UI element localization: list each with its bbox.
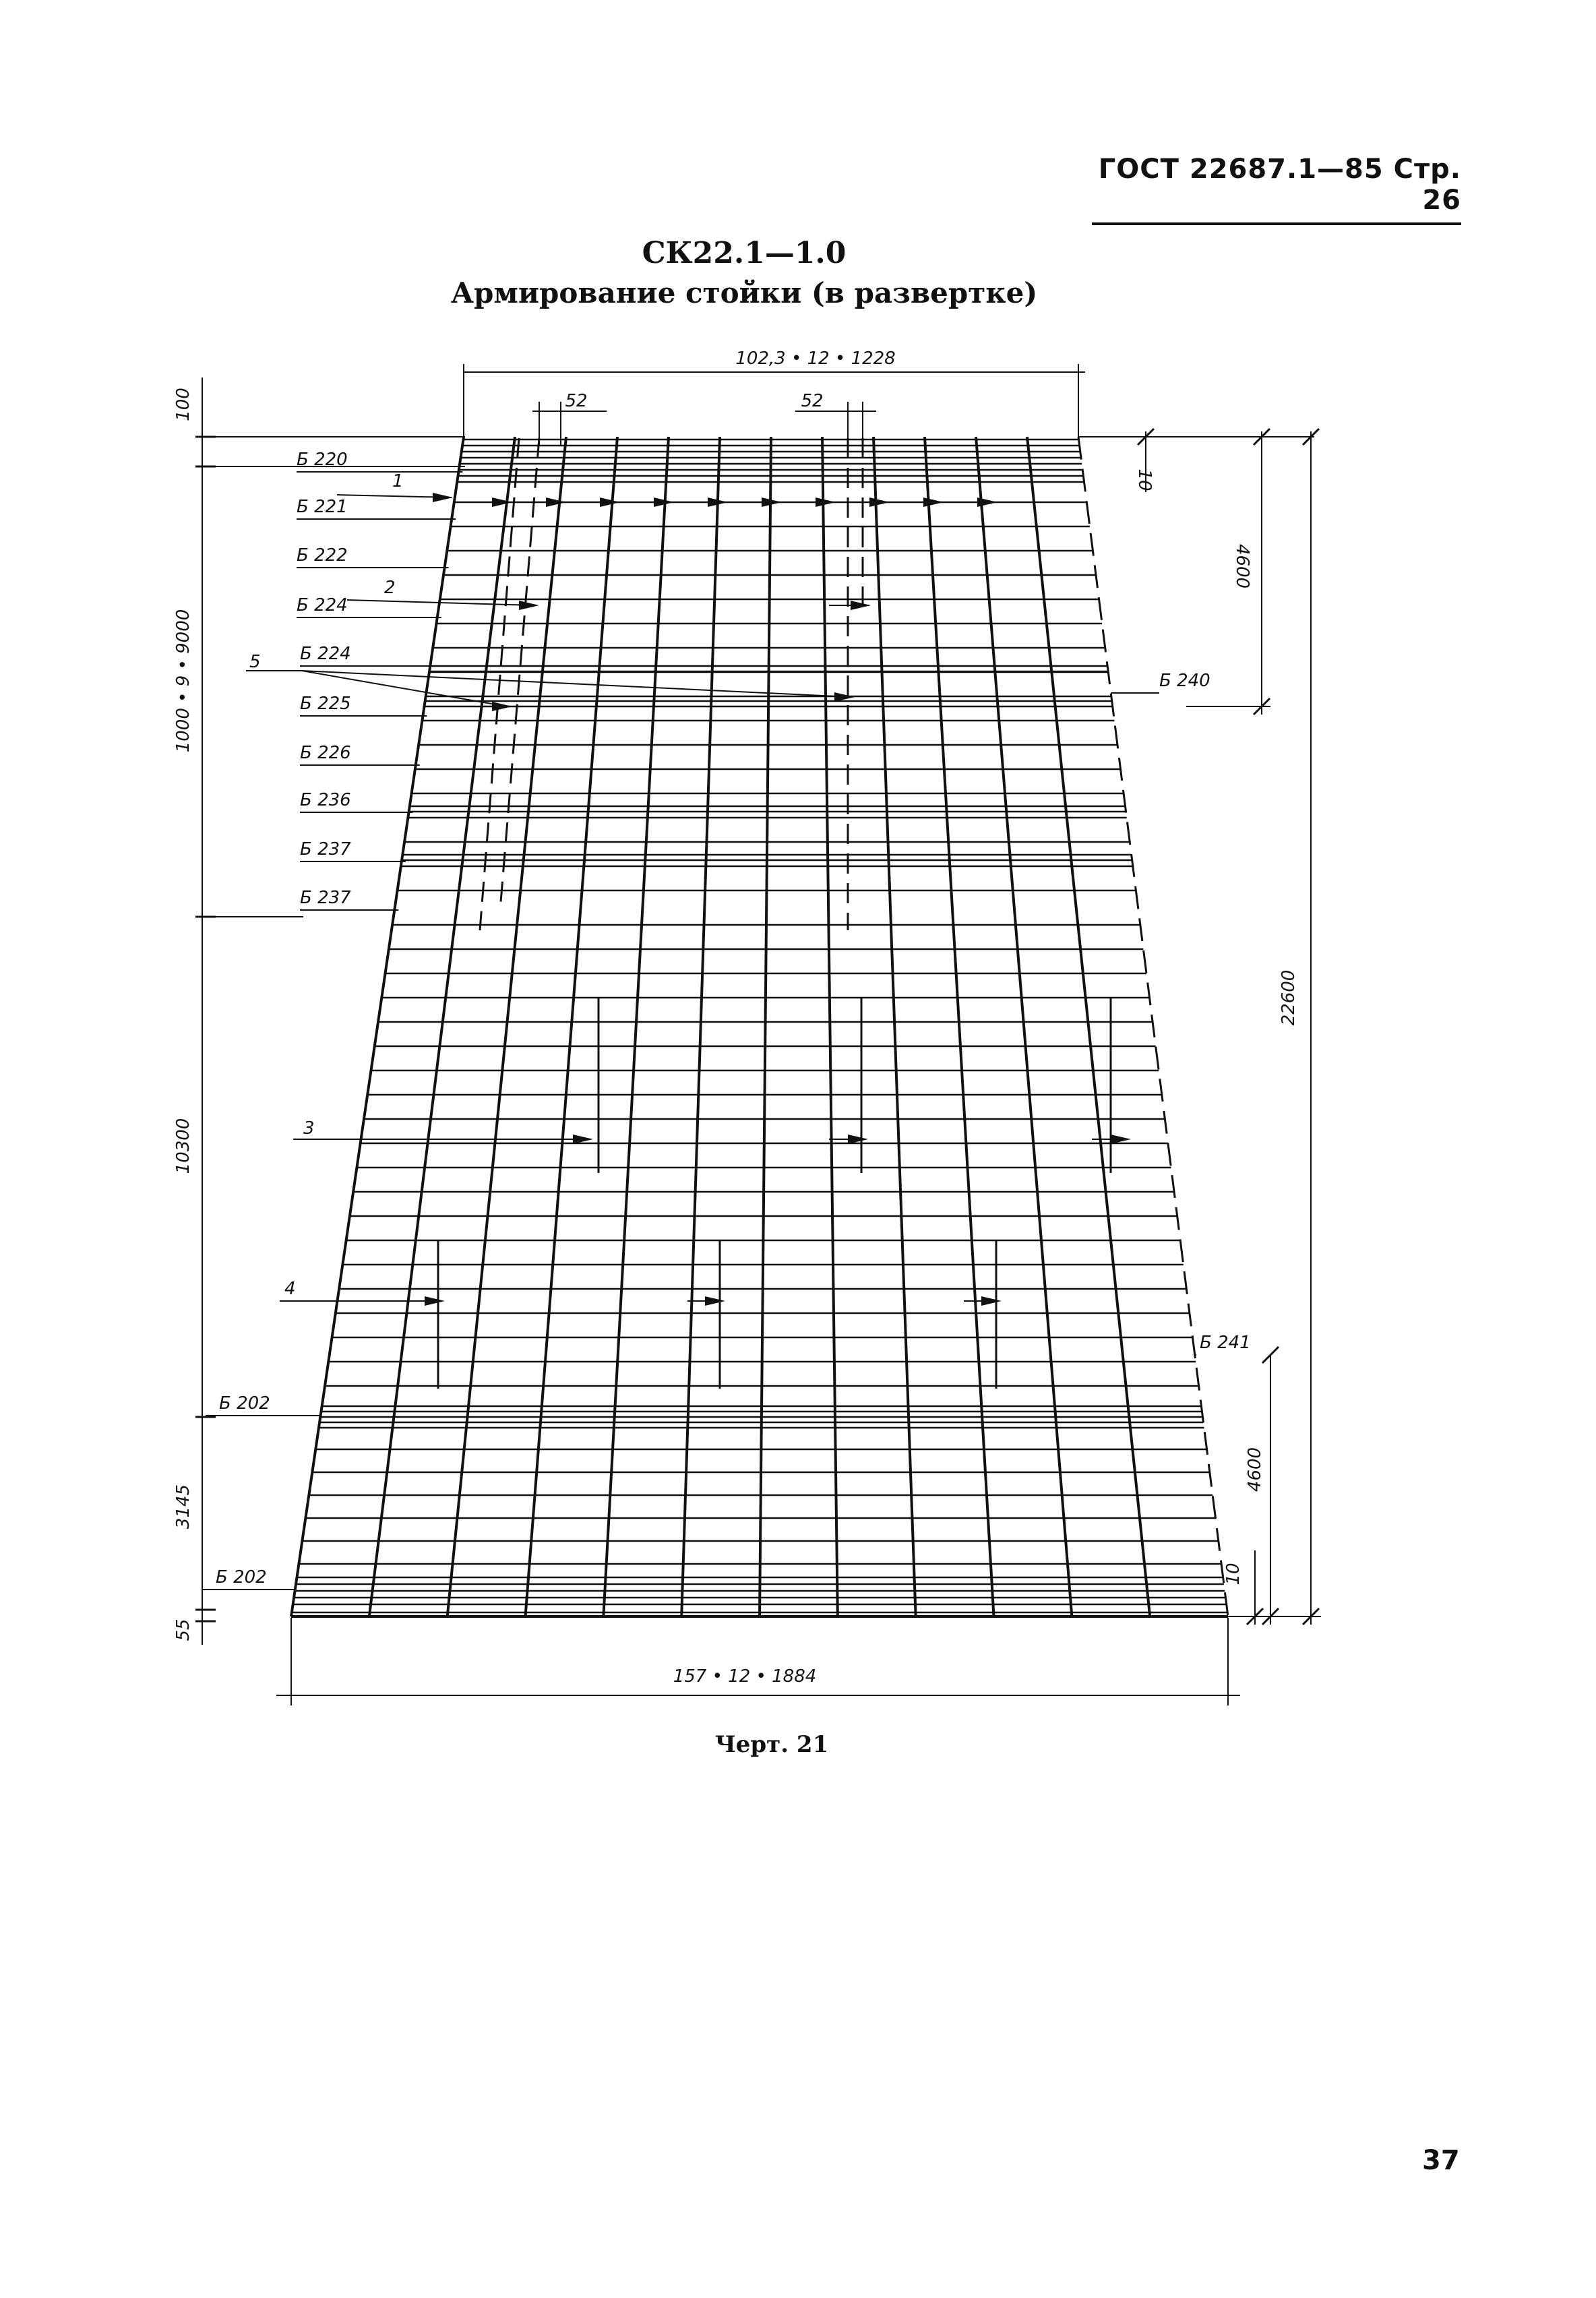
label-b237a: Б 237: [300, 839, 351, 859]
dim-top-width: 102,3 • 12 • 1228: [735, 349, 896, 369]
longitudinal-bar: [448, 437, 566, 1616]
drawing-code: СК22.1—1.0: [642, 236, 847, 270]
label-b224b: Б 224: [300, 644, 351, 664]
longitudinal-bar: [681, 437, 720, 1616]
dim-right-22600: 22600: [1279, 969, 1299, 1026]
position-label-3: 3: [303, 1118, 315, 1139]
arrow-head: [977, 497, 998, 507]
position-label-1: 1: [392, 471, 404, 491]
longitudinal-bar: [976, 437, 1072, 1616]
dim-right-10-top: 10: [1134, 468, 1155, 491]
dim-left-bottom: 55: [173, 1619, 193, 1641]
dim-left-top: 100: [173, 388, 193, 421]
page-number: 37: [1422, 2145, 1460, 2176]
arrow-head: [816, 497, 836, 507]
longitudinal-bar: [603, 437, 669, 1616]
longitudinal-bar: [873, 437, 916, 1616]
dim-right-10-bottom: 10: [1223, 1563, 1244, 1585]
label-b226: Б 226: [300, 743, 351, 763]
arrow-head-4c: [981, 1296, 1002, 1306]
label-b220: Б 220: [297, 450, 348, 470]
drawing-caption: Черт. 21: [714, 1731, 829, 1758]
dashed-bar: [480, 438, 519, 930]
dim-bottom-width: 157 • 12 • 1884: [673, 1666, 817, 1687]
dim-spacing-mid: 52: [801, 391, 824, 411]
longitudinal-bar: [760, 437, 771, 1616]
arrow-head-2b: [851, 601, 871, 610]
arrow-head-5a: [492, 702, 512, 711]
label-b241: Б 241: [1200, 1333, 1251, 1353]
dim-left-lower: 3145: [173, 1484, 193, 1530]
longitudinal-bar: [526, 437, 618, 1616]
label-b225: Б 225: [300, 694, 351, 714]
document-header: ГОСТ 22687.1—85 Стр. 26: [1092, 154, 1461, 225]
label-b240: Б 240: [1159, 671, 1210, 691]
label-b221: Б 221: [297, 497, 348, 517]
longitudinal-bar: [369, 437, 515, 1616]
arrow-head-4a: [425, 1296, 445, 1306]
arrow-head: [492, 497, 512, 507]
longitudinal-bar: [1078, 437, 1228, 1616]
arrow-head: [923, 497, 944, 507]
arrow-head-4b: [705, 1296, 725, 1306]
arrow-head-1: [433, 493, 453, 502]
longitudinal-bar: [1027, 437, 1150, 1616]
label-b237b: Б 237: [300, 888, 351, 908]
arrow-head: [546, 497, 566, 507]
drawing-title: Армирование стойки (в развертке): [450, 276, 1038, 309]
arrow-head-2: [519, 601, 539, 610]
dim-left-upper: 1000 • 9 • 9000: [173, 609, 193, 753]
arrow-head: [600, 497, 620, 507]
label-b224a: Б 224: [297, 595, 348, 615]
arrow-head: [869, 497, 890, 507]
longitudinal-bar: [925, 437, 994, 1616]
position-label-2: 2: [384, 578, 396, 598]
dim-left-middle: 10300: [173, 1118, 193, 1174]
dim-spacing-left: 52: [565, 391, 588, 411]
dim-right-4600-bottom: 4600: [1245, 1447, 1265, 1492]
reinforcement-mesh: [291, 437, 1228, 1616]
label-b202b: Б 202: [216, 1567, 267, 1588]
label-b222: Б 222: [297, 545, 348, 566]
position-label-4: 4: [284, 1279, 296, 1299]
label-b236: Б 236: [300, 790, 351, 810]
label-b202a: Б 202: [219, 1393, 270, 1414]
dimension-lines: [195, 364, 1321, 1705]
longitudinal-bar: [822, 437, 838, 1616]
position-label-5: 5: [249, 652, 261, 672]
dim-right-4600-top: 4600: [1232, 543, 1252, 589]
